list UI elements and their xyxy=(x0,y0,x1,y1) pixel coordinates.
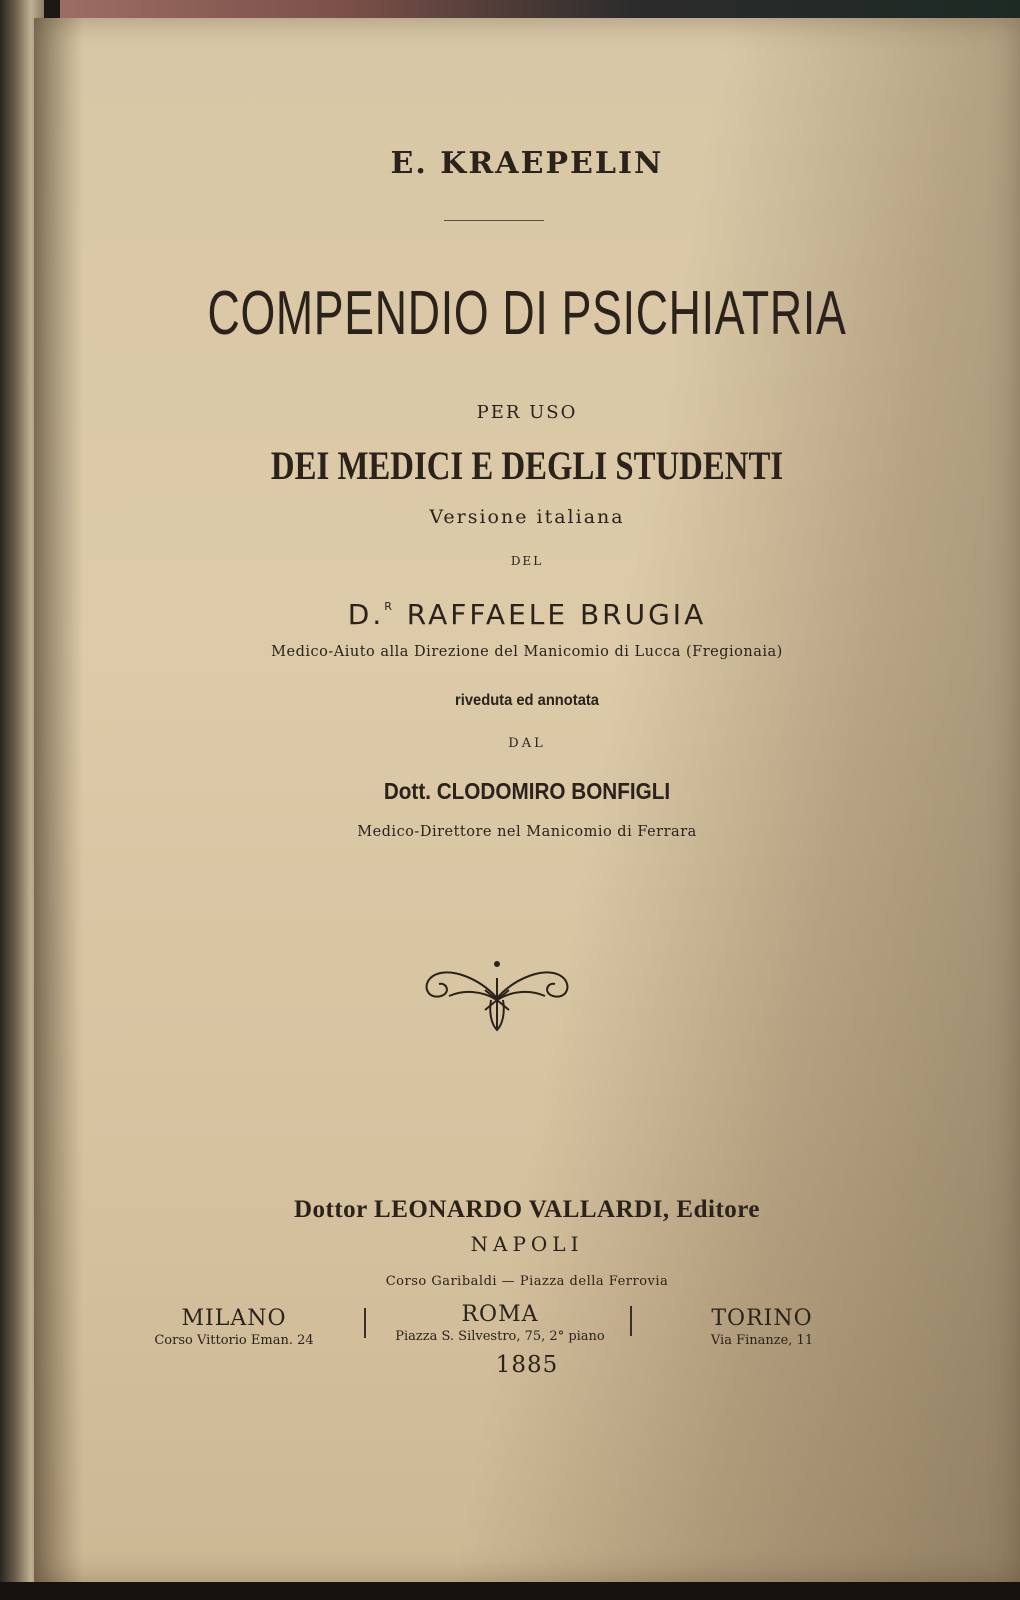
ornament-icon xyxy=(419,938,575,1034)
del-text: DEL xyxy=(510,554,544,568)
publisher-city: NAPOLI xyxy=(470,1232,584,1256)
translator-prefix-sup: R xyxy=(384,600,395,613)
translator-role: Medico-Aiuto alla Direzione del Manicomio di Lucca (Fregionaia) xyxy=(271,644,783,660)
reviewer-name: Dott. CLODOMIRO BONFIGLI xyxy=(383,778,671,804)
book-title: COMPENDIO DI PSICHIATRIA xyxy=(207,279,847,348)
translator-prefix: D. xyxy=(347,598,385,631)
branch-city: TORINO xyxy=(711,1306,813,1331)
per-uso-text: PER USO xyxy=(476,402,578,423)
separator-bar xyxy=(364,1308,366,1338)
translator-name xyxy=(34,598,1020,631)
versione-text: Versione italiana xyxy=(429,506,625,528)
translator-name-text: RAFFAELE BRUGIA xyxy=(406,598,707,631)
audience-text: DEI MEDICI E DEGLI STUDENTI xyxy=(270,443,784,488)
branch-city: MILANO xyxy=(181,1306,287,1331)
title-page xyxy=(34,18,1020,1583)
branch-address: Corso Vittorio Eman. 24 xyxy=(154,1333,314,1348)
branch-address: Piazza S. Silvestro, 75, 2° piano xyxy=(395,1329,605,1344)
background-bottom xyxy=(0,1582,1020,1600)
publication-year: 1885 xyxy=(495,1352,559,1378)
branch-city: ROMA xyxy=(461,1302,539,1327)
riveduta-text: riveduta ed annotata xyxy=(455,692,599,709)
reviewer-role: Medico-Direttore nel Manicomio di Ferrara xyxy=(357,824,697,840)
publisher-address: Corso Garibaldi — Piazza della Ferrovia xyxy=(385,1274,669,1289)
branch-milano xyxy=(134,1306,334,1348)
separator-bar xyxy=(630,1306,632,1336)
branch-address: Via Finanze, 11 xyxy=(710,1333,814,1348)
author-name: E. KRAEPELIN xyxy=(390,146,664,181)
dal-text: DAL xyxy=(508,736,546,751)
branch-roma xyxy=(380,1302,620,1344)
branch-torino xyxy=(672,1306,852,1348)
publisher-line: Dottor LEONARDO VALLARDI, Editore xyxy=(293,1196,761,1223)
divider-rule xyxy=(444,220,544,221)
